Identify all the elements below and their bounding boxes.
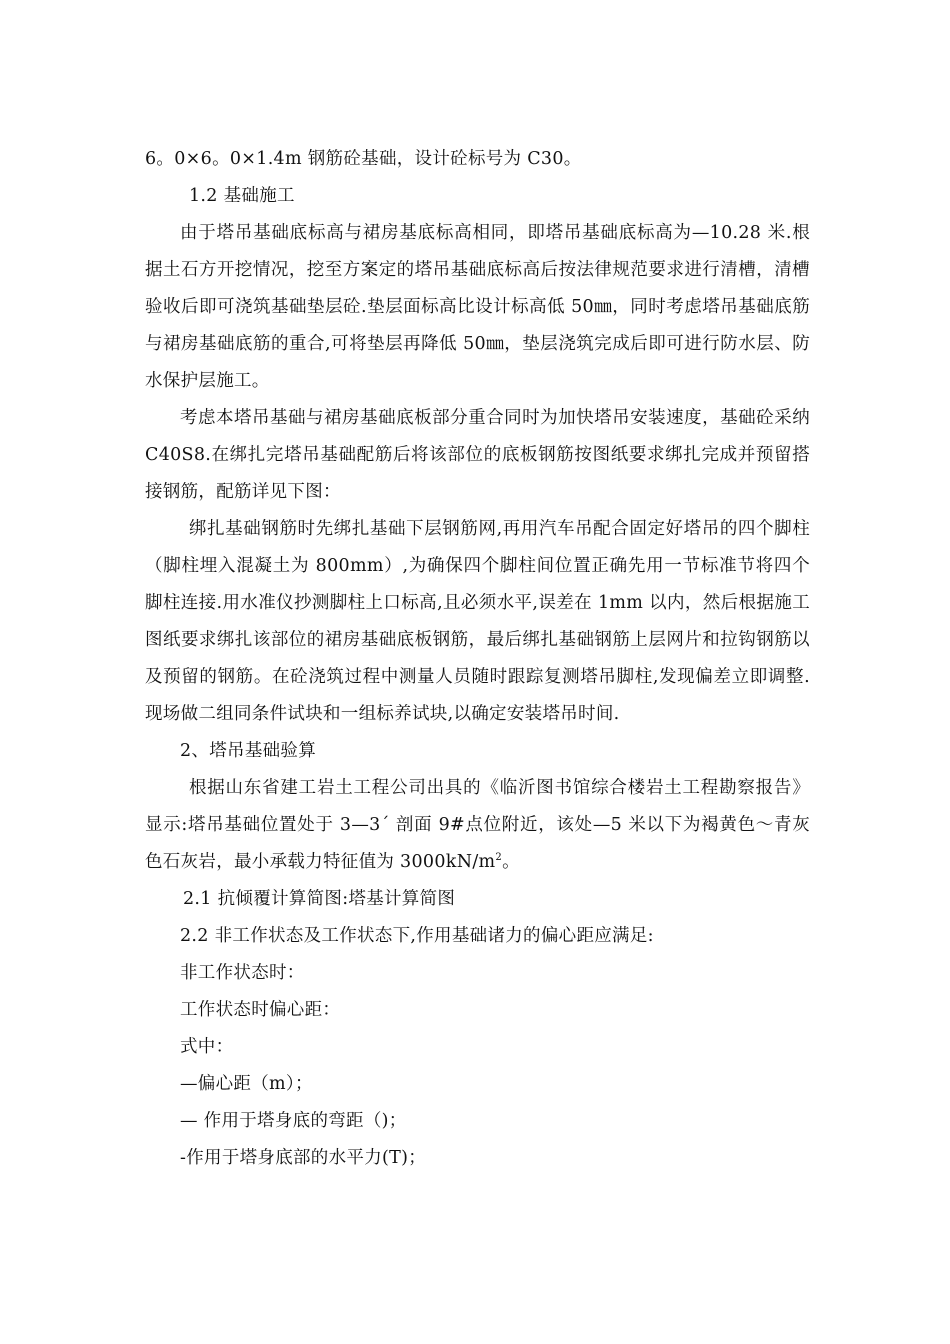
document-body — [145, 141, 810, 1177]
unit-superscript: 2 — [495, 852, 503, 864]
line-non-working-state: 非工作状态时： — [180, 963, 305, 983]
line-working-state: 工作状态时偏心距： — [180, 1000, 341, 1020]
geotechnical-report-end: 。 — [502, 852, 520, 872]
paragraph-geotechnical-report — [145, 770, 810, 881]
line-moment-def: — 作用于塔身底的弯距（)； — [180, 1111, 407, 1131]
paragraph-foundation-spec: 6。0×6。0×1.4m 钢筋砼基础，设计砼标号为 C30。 — [145, 149, 582, 169]
heading-foundation-check: 2、塔吊基础验算 — [180, 741, 317, 761]
paragraph-concrete-grade: 考虑本塔吊基础与裙房基础底板部分重合同时为加快塔吊安装速度，基础砼采纳 C40S8.在绑扎完塔吊基础配筋后将该部位的底板钢筋按图纸要求绑扎完成并预留搭接钢筋，配筋详见下图： — [145, 408, 810, 502]
line-where: 式中： — [180, 1037, 234, 1057]
line-horizontal-force-def: -作用于塔身底部的水平力(T)； — [180, 1148, 427, 1168]
heading-overturning-diagram: 2.1 抗倾覆计算简图:塔基计算简图 — [183, 889, 456, 909]
heading-foundation-construction: 1.2 基础施工 — [189, 186, 295, 206]
heading-eccentricity: 2.2 非工作状态及工作状态下,作用基础诸力的偏心距应满足: — [180, 926, 654, 946]
paragraph-rebar-binding: 绑扎基础钢筋时先绑扎基础下层钢筋网,再用汽车吊配合固定好塔吊的四个脚柱（脚柱埋入混凝土为 800mm）,为确保四个脚柱间位置正确先用一节标准节将四个脚柱连接.用水准仪抄测脚柱上口标高,且必须水平,误差在 1mm 以内，然后根据施工图纸要求绑扎该部位的裙房基础底板钢筋，最后绑扎基础钢筋上层网片和拉钩钢筋以及预留的钢筋。在砼浇筑过程中测量人员随时跟踪复测塔吊脚柱,发现偏差立即调整.现场做二组同条件试块和一组标养试块,以确定安装塔吊时间. — [145, 519, 810, 724]
paragraph-foundation-elevation: 由于塔吊基础底标高与裙房基底标高相同，即塔吊基础底标高为—10.28 米.根据土石方开挖情况，挖至方案定的塔吊基础底标高后按法律规范要求进行清槽，清槽验收后即可浇筑基础垫层砼.垫层面标高比设计标高低 50㎜，同时考虑塔吊基础底筋与裙房基础底筋的重合,可将垫层再降低 50㎜，垫层浇筑完成后即可进行防水层、防水保护层施工。 — [145, 223, 810, 391]
geotechnical-report-text: 根据山东省建工岩土工程公司出具的《临沂图书馆综合楼岩土工程勘察报告》显示:塔吊基础位置处于 3—3´ 剖面 9#点位附近，该处—5 米以下为褐黄色～青灰色石灰岩，最小承载力特征值为 3000kN/m — [145, 778, 810, 872]
line-eccentricity-def: —偏心距（m）； — [180, 1074, 313, 1094]
